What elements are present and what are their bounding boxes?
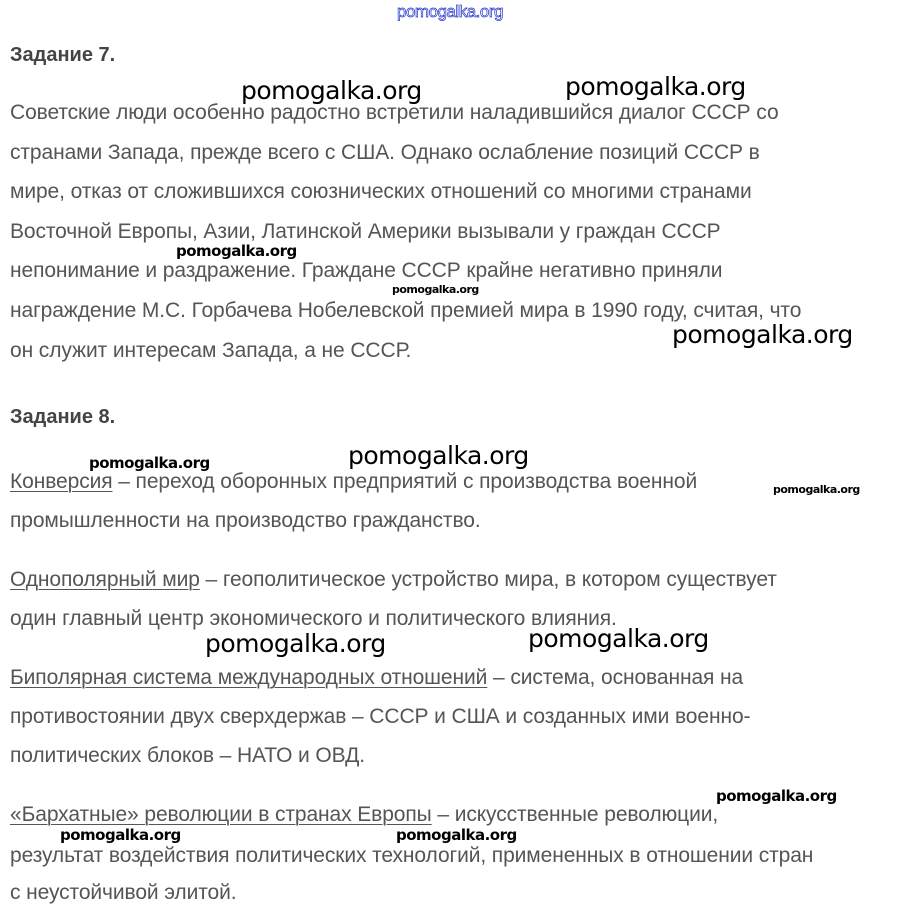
definition-line: Конверсия – переход оборонных предприятий с производства военной xyxy=(10,470,698,493)
task7-line: он служит интересам Запада, а не СССР. xyxy=(10,339,412,362)
watermark: pomogalka.org xyxy=(348,441,529,470)
watermark: pomogalka.org xyxy=(396,826,517,844)
watermark: pomogalka.org xyxy=(205,629,386,658)
watermark: pomogalka.org xyxy=(60,826,181,844)
task7-line: Восточной Европы, Азии, Латинской Америки вызывали у граждан СССР xyxy=(10,220,721,243)
definition-line: Однополярный мир – геополитическое устройство мира, в котором существует xyxy=(10,568,777,591)
definition-line: противостоянии двух сверхдержав – СССР и США и созданных ими военно- xyxy=(10,705,751,728)
task7-line: странами Запада, прежде всего с США. Однако ослабление позиций СССР в xyxy=(10,141,760,164)
term: Однополярный мир xyxy=(10,568,200,591)
watermark: pomogalka.org xyxy=(672,320,853,349)
task8-heading: Задание 8. xyxy=(10,406,116,428)
definition-line: промышленности на производство гражданство. xyxy=(10,509,481,532)
watermark: pomogalka.org xyxy=(392,283,479,296)
definition-line: результат воздействия политических технологий, примененных в отношении стран xyxy=(10,844,814,867)
task7-line: Советские люди особенно радостно встретили наладившийся диалог СССР со xyxy=(10,101,779,124)
watermark: pomogalka.org xyxy=(89,454,210,472)
watermark: pomogalka.org xyxy=(565,72,746,101)
watermark: pomogalka.org xyxy=(716,787,837,805)
definition-line: один главный центр экономического и политического влияния. xyxy=(10,607,617,630)
term: Конверсия xyxy=(10,470,113,493)
term: Биполярная система международных отношений xyxy=(10,666,488,689)
definition-line: политических блоков – НАТО и ОВД. xyxy=(10,744,365,767)
watermark: pomogalka.org xyxy=(773,483,860,496)
watermark-top: pomogalka.org xyxy=(397,2,503,21)
definition-line: «Бархатные» революции в странах Европы – искусственные революции, xyxy=(10,803,719,826)
watermark: pomogalka.org xyxy=(241,76,422,105)
definition-line: с неустойчивой элитой. xyxy=(10,881,237,904)
watermark: pomogalka.org xyxy=(176,242,297,260)
definition-line: Биполярная система международных отношений – система, основанная на xyxy=(10,666,744,689)
task7-line: непонимание и раздражение. Граждане СССР крайне негативно приняли xyxy=(10,259,723,282)
watermark: pomogalka.org xyxy=(528,624,709,653)
task7-line: мире, отказ от сложившихся союзнических отношений со многими странами xyxy=(10,180,752,203)
task7-line: награждение М.С. Горбачева Нобелевской премией мира в 1990 году, считая, что xyxy=(10,299,802,322)
term: «Бархатные» революции в странах Европы xyxy=(10,803,432,826)
task7-heading: Задание 7. xyxy=(10,44,116,66)
